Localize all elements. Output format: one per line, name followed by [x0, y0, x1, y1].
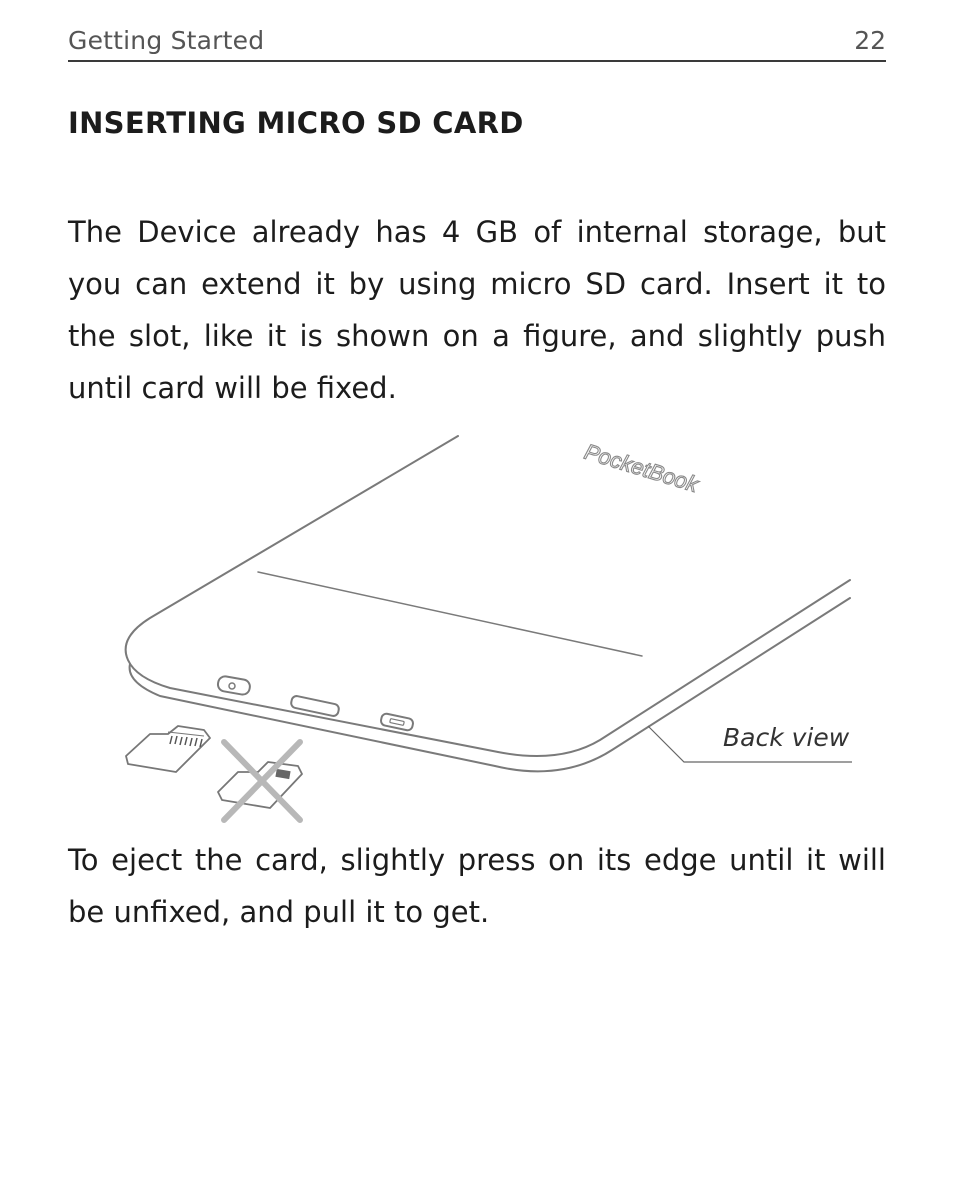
- page-number: 22: [854, 26, 886, 55]
- device-back-outline: [126, 436, 850, 756]
- device-back-view-figure: [0, 420, 954, 840]
- section-title: INSERTING MICRO SD CARD: [68, 106, 524, 140]
- power-button: [217, 675, 251, 695]
- power-button-icon: [229, 683, 235, 689]
- microsd-card-icon: [126, 726, 210, 772]
- usb-port: [380, 713, 414, 731]
- device-illustration: [0, 420, 954, 840]
- header-section-title: Getting Started: [68, 26, 265, 55]
- pocketbook-logo: PocketBook: [581, 438, 702, 498]
- eject-paragraph: To eject the card, slightly press on its edge until it will be unfixed, and pull it to get.: [68, 843, 886, 929]
- intro-paragraph: The Device already has 4 GB of internal storage, but you can extend it by using micro SD card. Insert it to the slot, like it is shown on a figure, and slightly push until card will be fixed.: [68, 215, 886, 405]
- page-header: [68, 24, 886, 62]
- device-ridge-line: [258, 572, 642, 656]
- figure-caption: Back view: [723, 723, 850, 752]
